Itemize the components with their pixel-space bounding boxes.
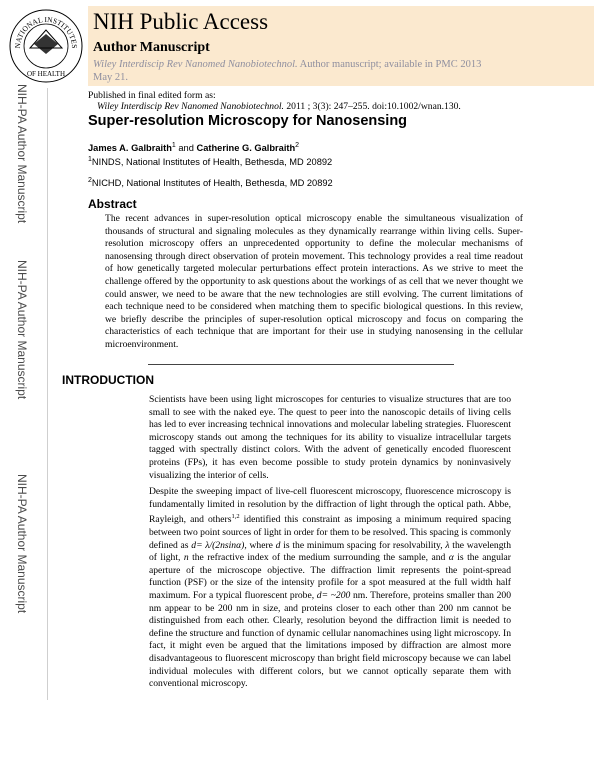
citation-details: 2011 ; 3(3): 247–255. doi:10.1002/wnan.130. — [286, 101, 461, 112]
diffraction-formula: d= λ/(2nsinα) — [191, 539, 245, 551]
article-title: Super-resolution Microscopy for Nanosensing — [88, 113, 408, 129]
journal-availability-line — [93, 58, 503, 84]
author-list: James A. Galbraith$^1$ and Catherine G. Galbraith$^2$ — [88, 142, 300, 154]
introduction-paragraph-2: Despite the sweeping impact of live-cell fluorescent microscopy, fluorescence microscopy is fundamentally limited in resolution by the diffraction of light through the optical path. Abbe, Rayleigh, and others$^{1,2}$ identified this constraint as imposing a minimum required spacing between two point sources of light in order for them to be resolved. This spacing is commonly defined as d= λ/(2nsinα), where d is the minimum spacing for resolvability, λ the wavelength of light, n the refractive index of the medium surrounding the sample, and α is the angular aperture of the microscope objective. The diffraction limit represents the point-spread function (PSF) or the size of the intensity profile for a spot measured at the full width half maximum. For a typical fluorescent probe, d= ~200 nm. Therefore, proteins smaller than 200 nm appear to be 200 nm in size, and proteins closer to each other than 200 nm cannot be distinguished from each other. Clearly, resolution beyond the diffraction limit is needed to define the structure and function of dynamic cellular nanomachines using light microscopy. In fact, it might even be argued that the limitations imposed by diffraction are almost more disadvantageous to fluorescent microscopy than bright field microscopy because we can label individual molecules with different colors, but we cannot optically separate them with conventional microscopy. — [149, 486, 511, 690]
affiliation-1: $^1$NINDS, National Institutes of Health, Bethesda, MD 20892 — [88, 156, 333, 168]
abstract-heading: Abstract — [88, 197, 137, 211]
author-1: James A. Galbraith — [88, 143, 172, 154]
citation-line — [97, 101, 461, 112]
introduction-heading: INTRODUCTION — [62, 373, 154, 387]
journal-abbrev: Wiley Interdiscip Rev Nanomed Nanobiotechnol. — [93, 59, 298, 70]
side-label-3: NIH-PA Author Manuscript — [15, 474, 29, 614]
affiliation-2: $^2$NICHD, National Institutes of Health, Bethesda, MD 20892 — [88, 177, 333, 189]
author-manuscript-label: Author Manuscript — [93, 40, 210, 55]
reference-marker[interactable]: 1,2 — [231, 513, 240, 521]
published-final-label: Published in final edited form as: — [88, 90, 216, 101]
availability-text: Author manuscript; available in PMC 2013 May 21. — [93, 59, 482, 83]
author-2: Catherine G. Galbraith — [196, 143, 296, 154]
abstract-text: The recent advances in super-resolution optical microscopy enable the simultaneous visualization of thousands of structural and signaling molecules as they dynamically rearrange within living cells. Super-resolution microscopy offers an unprecedented opportunity to define the molecular mechanisms of nanosensing through direct observation of protein movement. This technology provides a real time readout of how genetically targeted molecular perturbations effect protein interactions. As we strive to meet the challenge offered by the opportunity to ask questions about the workings of as cell that we never thought we could answer, we need to be aware that the new technologies are still evolving. The current limitations of each technique need to be considered when matching them to specific biological questions. In this review, we briefly describe the principles of super-resolution optical microscopy and focus on comparing the characteristics of each technique that are important for their use in studying nanosensing in the cellular microenvironment. — [105, 213, 523, 350]
svg-text:OF HEALTH: OF HEALTH — [26, 70, 66, 78]
section-divider — [148, 364, 454, 365]
left-margin-rule — [47, 88, 48, 700]
nih-public-access-title: NIH Public Access — [93, 9, 269, 34]
side-label-2: NIH-PA Author Manuscript — [15, 260, 29, 400]
author-join: and — [178, 143, 194, 154]
svg-text:NATIONAL INSTITUTES: NATIONAL INSTITUTES — [12, 14, 80, 49]
nih-seal-logo — [6, 6, 86, 86]
side-label-1: NIH-PA Author Manuscript — [15, 84, 29, 224]
introduction-paragraph-1: Scientists have been using light microscopes for centuries to visualize structures that are too small to see with the naked eye. The quest to peer into the nanoscopic details of living cells has led to ever increasing technical innovations and molecular labeling strategies. Fluorescent microscopy stands out among the techniques for its ability to visualize intracellular targets tagged with spectrally distinct colors. With the advent of genetically encoded fluorescent proteins (FPs), it has even become possible to study protein dynamics by noninvasively visualizing the interior of cells. — [149, 394, 511, 481]
citation-journal: Wiley Interdiscip Rev Nanomed Nanobiotechnol. — [97, 101, 284, 112]
